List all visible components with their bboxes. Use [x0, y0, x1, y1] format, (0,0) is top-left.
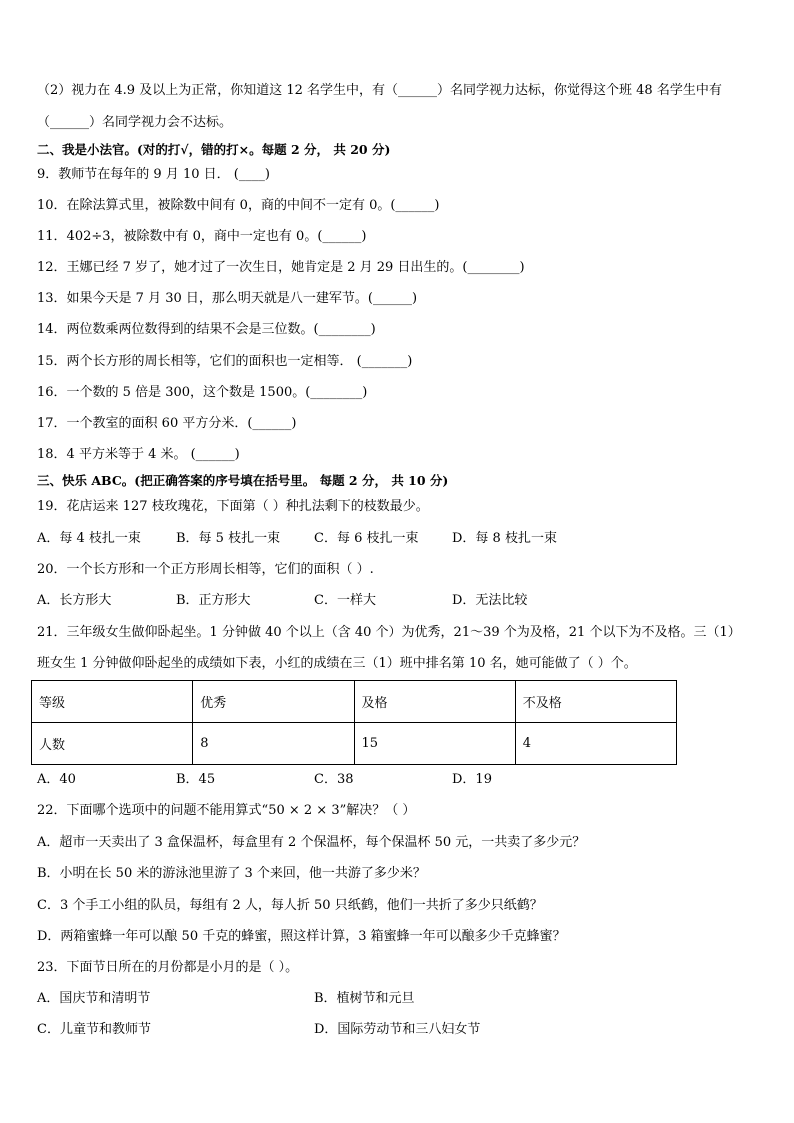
table-row	[32, 723, 677, 765]
question-9: 9．教师节在每年的 9 月 10 日． (____)	[37, 167, 270, 182]
q19-option-b: B．每 5 枝扎一束	[176, 531, 281, 546]
q21-option-b: B．45	[176, 772, 216, 787]
question-12: 12．王娜已经 7 岁了，她才过了一次生日，她肯定是 2 月 29 日出生的。(________)	[37, 260, 525, 275]
question-11: 11．402÷3，被除数中有 0，商中一定也有 0。(______)	[37, 229, 367, 244]
q21-option-c: C．38	[314, 772, 354, 787]
q19-option-c: C．每 6 枝扎一束	[314, 531, 419, 546]
q8-part2-line1: （2）视力在 4.9 及以上为正常，你知道这 12 名学生中，有（______）名同学视力达标，你觉得这个班 48 名学生中有	[37, 83, 722, 98]
q20-option-d: D．无法比较	[452, 593, 528, 608]
table-header-row	[32, 681, 677, 723]
q22-option-a: A．超市一天卖出了 3 盒保温杯，每盒里有 2 个保温杯，每个保温杯 50 元，一共卖了多少元？	[37, 835, 586, 850]
table-cell: 及格	[354, 681, 515, 723]
question-23: 23．下面节日所在的月份都是小月的是（ ）。	[37, 960, 299, 975]
table-cell: 人数	[32, 723, 193, 765]
q21-option-d: D．19	[452, 772, 492, 787]
q23-option-a: A．国庆节和清明节	[37, 991, 151, 1006]
q20-option-b: B．正方形大	[176, 593, 251, 608]
question-18: 18．4 平方米等于 4 米。 (______)	[37, 447, 240, 462]
table-cell: 15	[354, 723, 515, 765]
question-10: 10．在除法算式里，被除数中间有 0，商的中间不一定有 0。(______)	[37, 198, 440, 213]
question-21-line1: 21．三年级女生做仰卧起坐。1 分钟做 40 个以上（含 40 个）为优秀，21～39 个为及格，21 个以下为不及格。三（1）	[37, 625, 741, 640]
table-cell: 4	[515, 723, 676, 765]
question-13: 13．如果今天是 7 月 30 日，那么明天就是八一建军节。(______)	[37, 291, 418, 306]
question-20: 20．一个长方形和一个正方形周长相等，它们的面积（ ）.	[37, 562, 374, 577]
question-14: 14．两位数乘两位数得到的结果不会是三位数。(________)	[37, 322, 376, 337]
q19-option-a: A．每 4 枝扎一束	[37, 531, 141, 546]
q20-option-a: A．长方形大	[37, 593, 112, 608]
q23-option-b: B．植树节和元旦	[314, 991, 415, 1006]
table-cell: 优秀	[193, 681, 354, 723]
question-22: 22．下面哪个选项中的问题不能用算式“50 × 2 × 3”解决？（ ）	[37, 803, 416, 818]
question-16: 16．一个数的 5 倍是 300，这个数是 1500。(________)	[37, 385, 368, 400]
table-cell: 8	[193, 723, 354, 765]
q22-option-d: D．两箱蜜蜂一年可以酿 50 千克的蜂蜜，照这样计算，3 箱蜜蜂一年可以酿多少千克蜂蜜？	[37, 929, 566, 944]
table-cell: 不及格	[515, 681, 676, 723]
question-21-line2: 班女生 1 分钟做仰卧起坐的成绩如下表，小红的成绩在三（1）班中排名第 10 名，她可能做了（ ）个。	[37, 656, 637, 671]
q20-option-c: C．一样大	[314, 593, 376, 608]
question-19: 19．花店运来 127 枝玫瑰花，下面第（ ）种扎法剩下的枝数最少。	[37, 499, 429, 514]
q23-option-d: D．国际劳动节和三八妇女节	[314, 1022, 481, 1037]
q22-option-b: B．小明在长 50 米的游泳池里游了 3 个来回，他一共游了多少米？	[37, 866, 426, 881]
question-15: 15．两个长方形的周长相等，它们的面积也一定相等． (_______)	[37, 354, 413, 369]
table-cell: 等级	[32, 681, 193, 723]
q22-option-c: C．3 个手工小组的队员，每组有 2 人，每人折 50 只纸鹤，他们一共折了多少只纸鹤？	[37, 898, 543, 913]
q8-part2-line2: （______）名同学视力会不达标。	[37, 115, 233, 130]
grade-table	[31, 680, 677, 765]
q19-option-d: D．每 8 枝扎一束	[452, 531, 557, 546]
section-2-heading: 二、我是小法官。(对的打√，错的打×。每题 2 分， 共 20 分)	[37, 142, 391, 157]
q23-option-c: C．儿童节和教师节	[37, 1022, 151, 1037]
q21-option-a: A．40	[37, 772, 76, 787]
section-3-heading: 三、快乐 ABC。(把正确答案的序号填在括号里。 每题 2 分， 共 10 分)	[37, 473, 449, 488]
question-17: 17．一个教室的面积 60 平方分米．(______)	[37, 416, 297, 431]
